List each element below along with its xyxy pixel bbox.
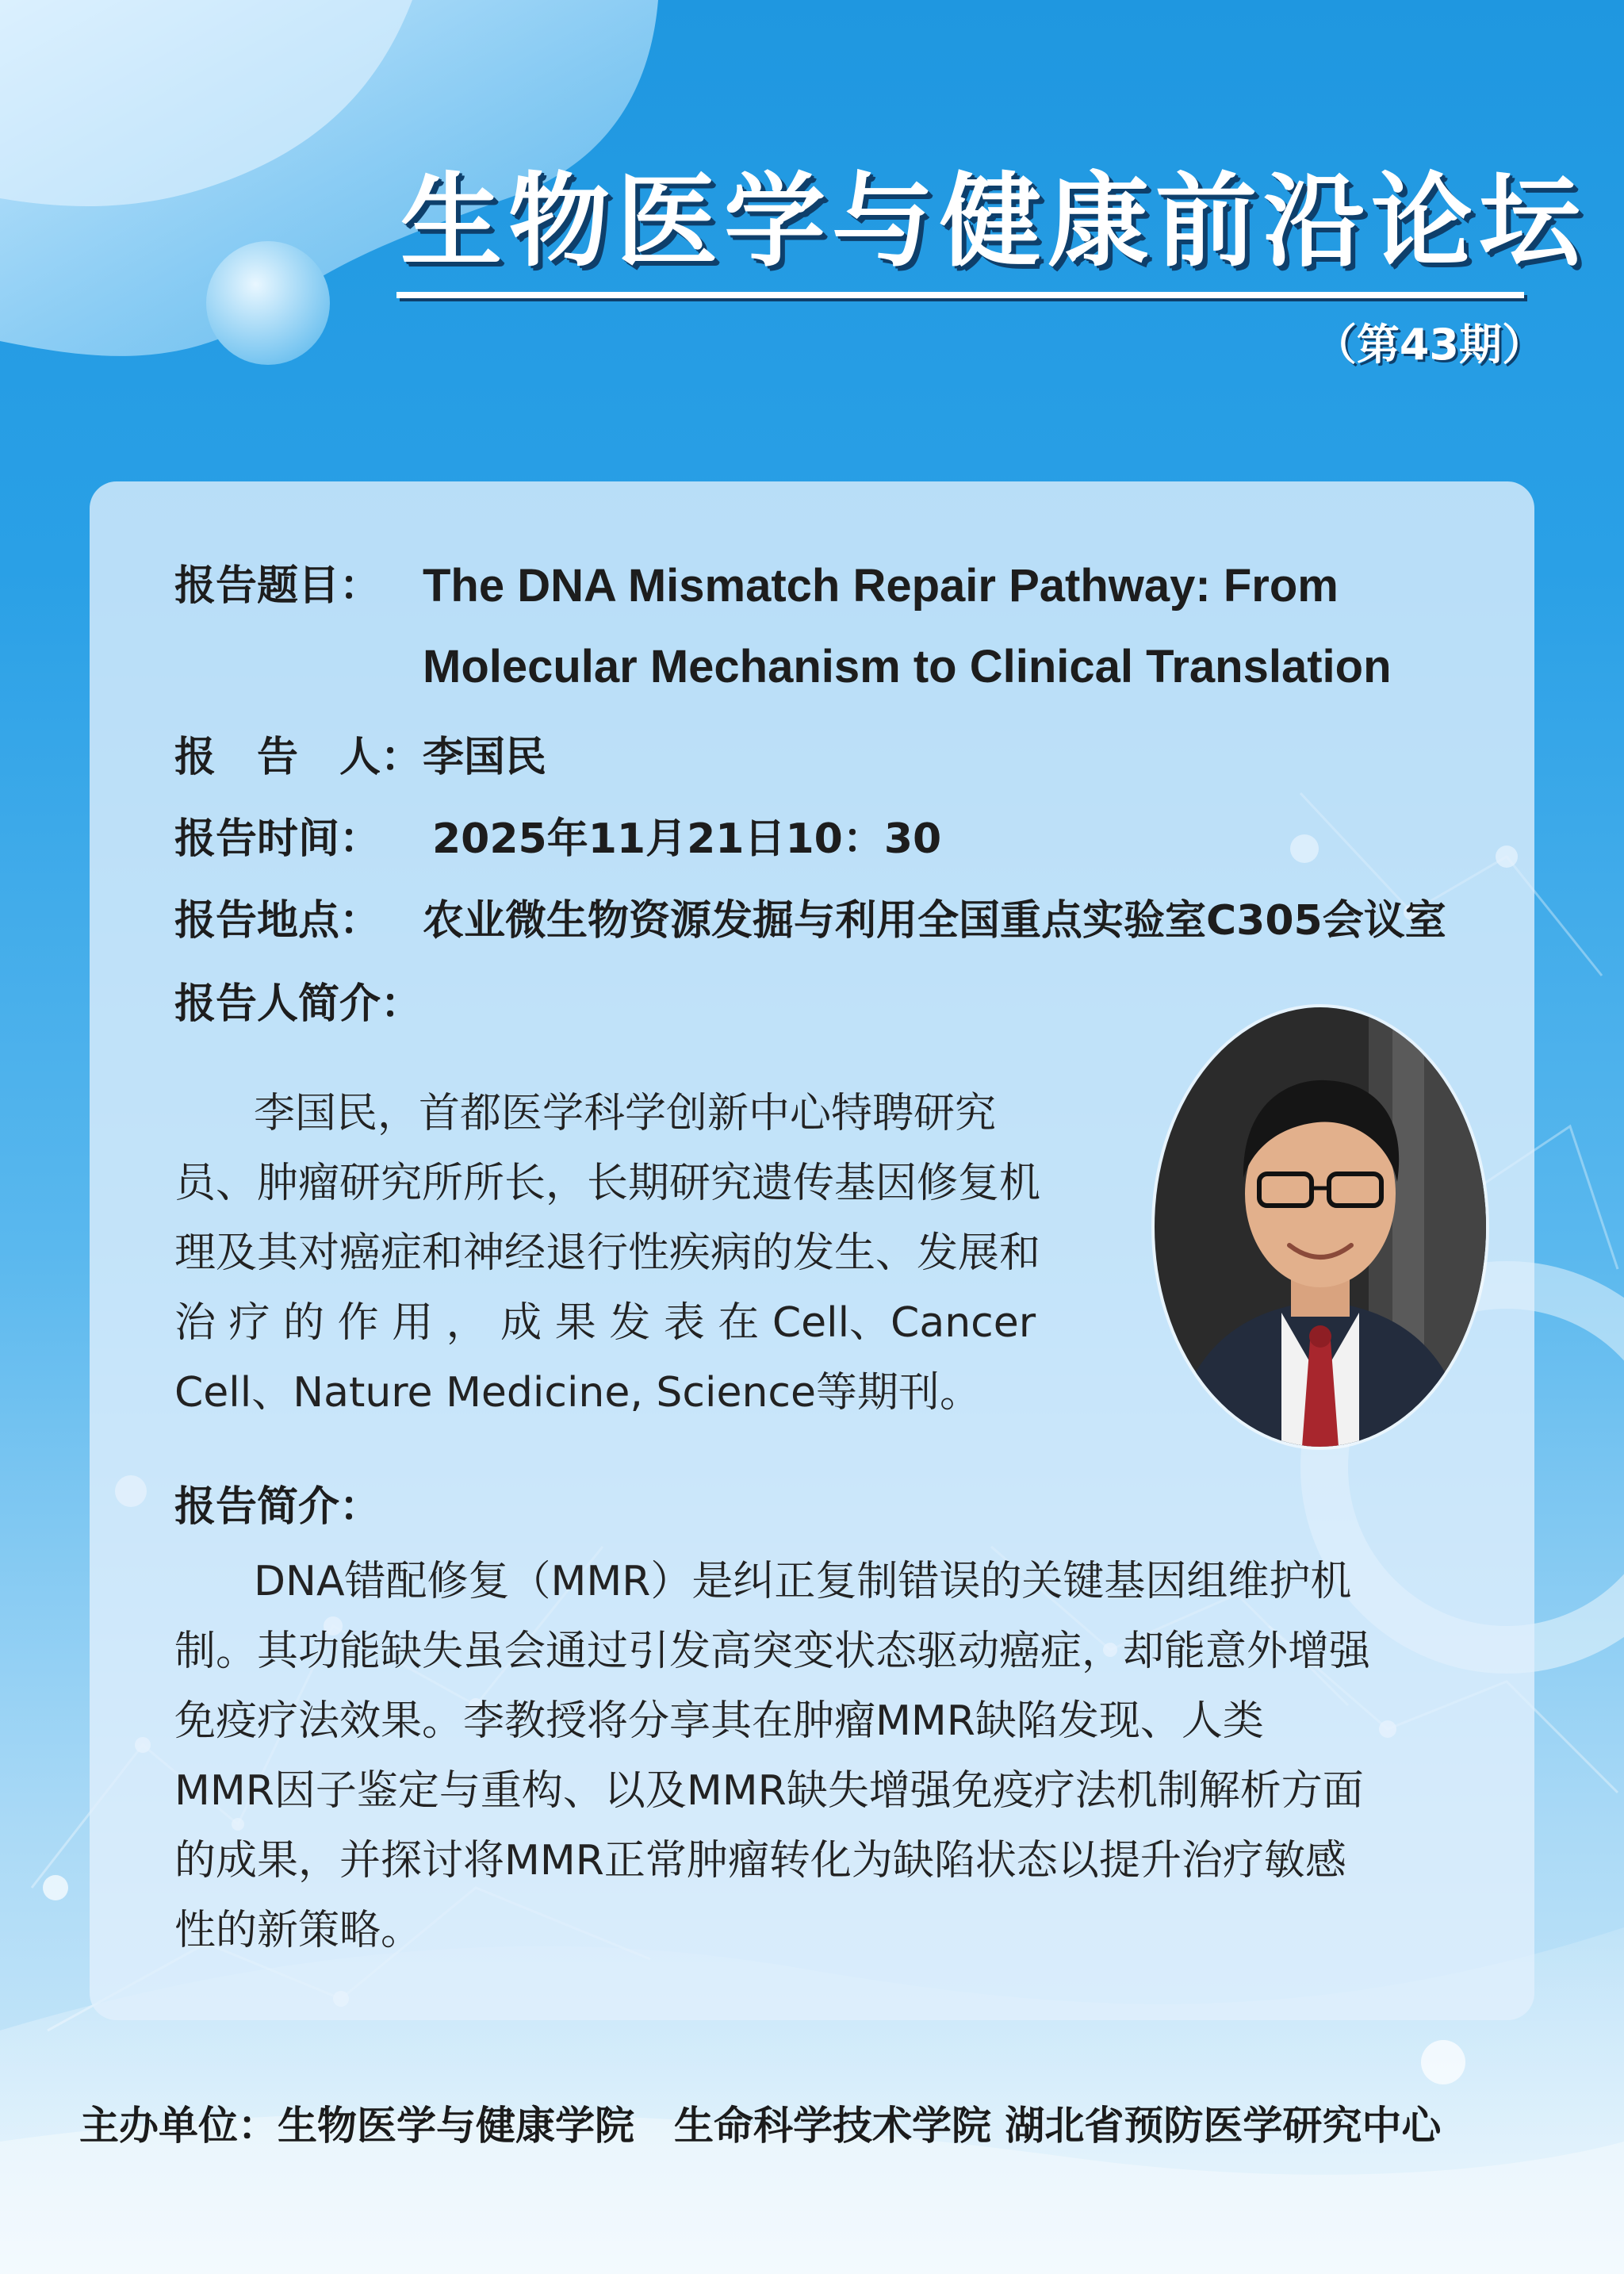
time-label: 报告时间： (174, 815, 381, 863)
bio-label: 报告人简介： (174, 980, 423, 1028)
abstract-label: 报告简介： (174, 1483, 381, 1531)
speaker-label: 报 告 人： (174, 734, 423, 781)
topic-line-2: Molecular Mechanism to Clinical Translation (423, 641, 1392, 692)
issue-number: （第43期） (1313, 320, 1545, 370)
place-label: 报告地点： (174, 897, 381, 945)
topic-line-1: The DNA Mismatch Repair Pathway: From (423, 560, 1339, 612)
speaker-name: 李国民 (423, 734, 547, 781)
abstract-line: 制。其功能缺失虽会通过引发高突变状态驱动癌症，却能意外增强 (174, 1628, 1371, 1675)
page-title: 生物医学与健康前沿论坛 (400, 163, 1588, 281)
place-value: 农业微生物资源发掘与利用全国重点实验室C305会议室 (423, 897, 1446, 945)
topic-label: 报告题目： (174, 562, 381, 610)
organizers-footer: 主办单位：生物医学与健康学院 生命科学技术学院 湖北省预防医学研究中心 (79, 2103, 1442, 2149)
bio-paragraph (174, 1079, 1118, 1428)
bio-line: 李国民，首都医学科学创新中心特聘研究 (254, 1090, 997, 1137)
bio-line: Cell、Nature Medicine, Science等期刊。 (174, 1369, 981, 1417)
bio-line: 理及其对癌症和神经退行性疾病的发生、发展和 (174, 1229, 1041, 1277)
time-value: 2025年11月21日10：30 (432, 815, 942, 863)
portrait-illustration (1155, 1007, 1486, 1447)
bio-line: 治 疗 的 作 用 ， 成 果 发 表 在 Cell、Cancer (174, 1299, 1036, 1347)
abstract-line: DNA错配修复（MMR）是纠正复制错误的关键基因组维护机 (254, 1558, 1352, 1605)
title-underline (396, 292, 1524, 298)
abstract-paragraph (174, 1547, 1467, 1965)
speaker-photo (1155, 1007, 1486, 1447)
abstract-line: 免疫疗法效果。李教授将分享其在肿瘤MMR缺陷发现、人类 (174, 1697, 1264, 1745)
abstract-line: 性的新策略。 (174, 1907, 423, 1954)
abstract-line: 的成果，并探讨将MMR正常肿瘤转化为缺陷状态以提升治疗敏感 (174, 1837, 1346, 1885)
bio-line: 员、肿瘤研究所所长，长期研究遗传基因修复机 (174, 1160, 1041, 1207)
abstract-line: MMR因子鉴定与重构、以及MMR缺失增强免疫疗法机制解析方面 (174, 1767, 1364, 1815)
